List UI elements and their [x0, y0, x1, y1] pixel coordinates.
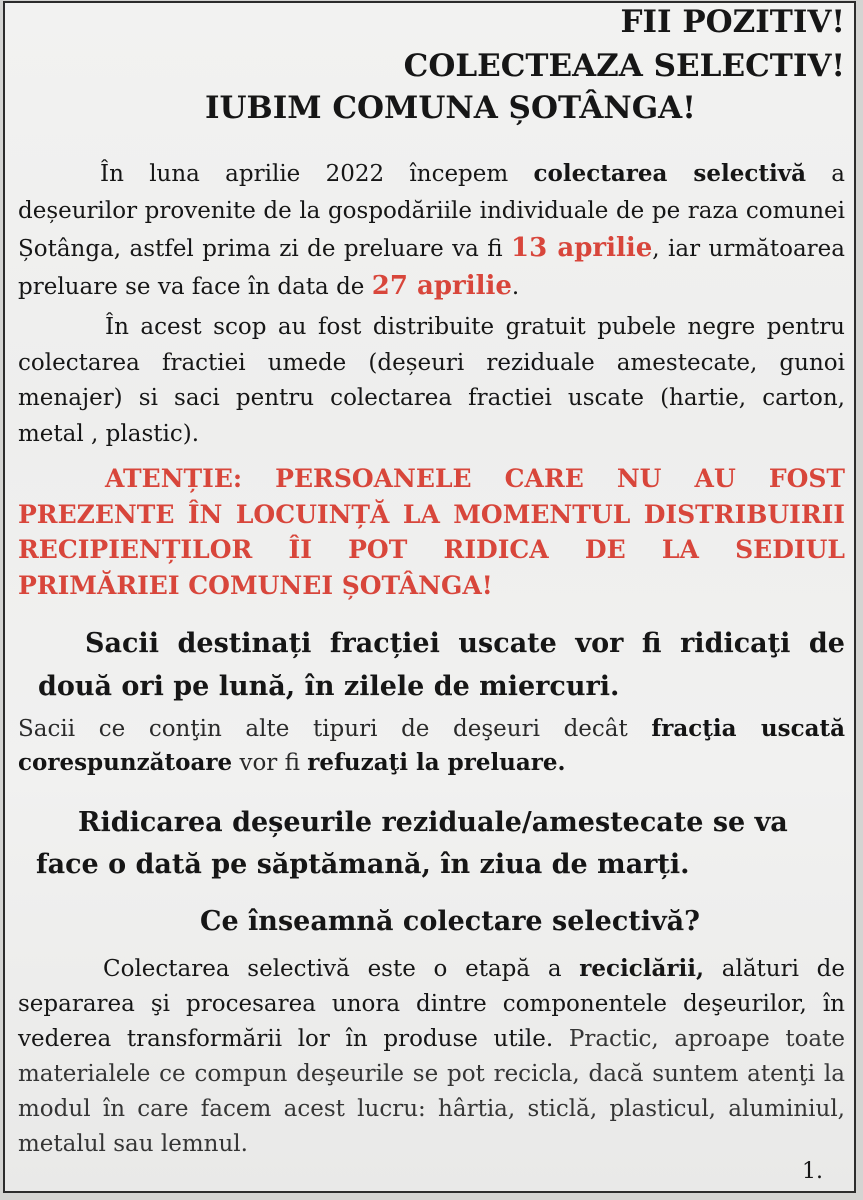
intro-bold-phrase: colectarea selectivă — [533, 160, 806, 187]
rule-text-start: Sacii ce conţin alte tipuri de deşeuri decât — [18, 716, 652, 742]
slogan-collect-selectively: COLECTEAZA SELECTIV! — [403, 48, 845, 84]
residual-waste-schedule: Ridicarea deșeurile reziduale/amestecate se va face o dată pe săptămană, în ziua de marți. — [36, 807, 788, 880]
intro-text-end: . — [511, 274, 520, 300]
dry-fraction-rule — [18, 712, 845, 780]
warning-paragraph: ATENȚIE: PERSOANELE CARE NU AU FOST PREZENTE ÎN LOCUINȚĂ LA MOMENTUL DISTRIBUIRII RECIPIENȚILOR ÎI POT RIDICA DE LA SEDIUL PRIMĂRIEI COMUNEI ȘOTÂNGA! — [18, 464, 845, 600]
slogan-love-commune: IUBIM COMUNA ȘOTÂNGA! — [205, 90, 696, 126]
page-number: 1. — [802, 1159, 823, 1184]
explainer-text-start: Colectarea selectivă este o etapă a — [103, 956, 580, 982]
second-collection-date: 27 aprilie — [371, 271, 512, 301]
intro-text-after-first-date: , iar următoarea preluare se va face în data de — [18, 236, 845, 300]
explainer-heading: Ce înseamnă colectare selectivă? — [199, 906, 700, 937]
explainer-paragraph — [18, 951, 845, 1162]
intro-text-middle: a deșeurilor provenite de la gospodăriile individuale de pe raza comunei Șotânga, astfel prima zi de preluare va fi — [18, 161, 845, 262]
explainer-bold-word: reciclării, — [579, 955, 705, 982]
intro-text-start: În luna aprilie 2022 începem — [100, 161, 534, 187]
distribution-paragraph: În acest scop au fost distribuite gratuit pubele negre pentru colectarea fractiei umede (deșeuri reziduale amestecate, gunoi menajer) si saci pentru colectarea fractiei uscate (hartie, carton, metal , plastic). — [18, 314, 845, 447]
rule-bold-fraction: fracţia uscată corespunzătoare — [18, 715, 846, 776]
intro-paragraph — [18, 155, 845, 306]
explainer-text-end: Practic, aproape toate materialele ce compun deşeurile se pot recicla, dacă suntem atenţi la modul în care facem acest lucru: hârtia, sticlă, plasticul, aluminiul, metalul sau lemnul. — [18, 1026, 845, 1157]
slogan-be-positive: FII POZITIV! — [620, 4, 845, 40]
explainer-text-middle: alături de separarea şi procesarea unora dintre componentele deşeurilor, în vederea transformării lor în produse utile. — [18, 956, 845, 1052]
rule-bold-refused: refuzaţi la preluare. — [307, 749, 566, 776]
first-collection-date: 13 aprilie — [511, 233, 653, 263]
rule-text-middle: vor fi — [232, 750, 308, 776]
dry-fraction-schedule: Sacii destinați fracției uscate vor fi ridicaţi de două ori pe lună, în zilele de miercuri. — [38, 628, 845, 702]
